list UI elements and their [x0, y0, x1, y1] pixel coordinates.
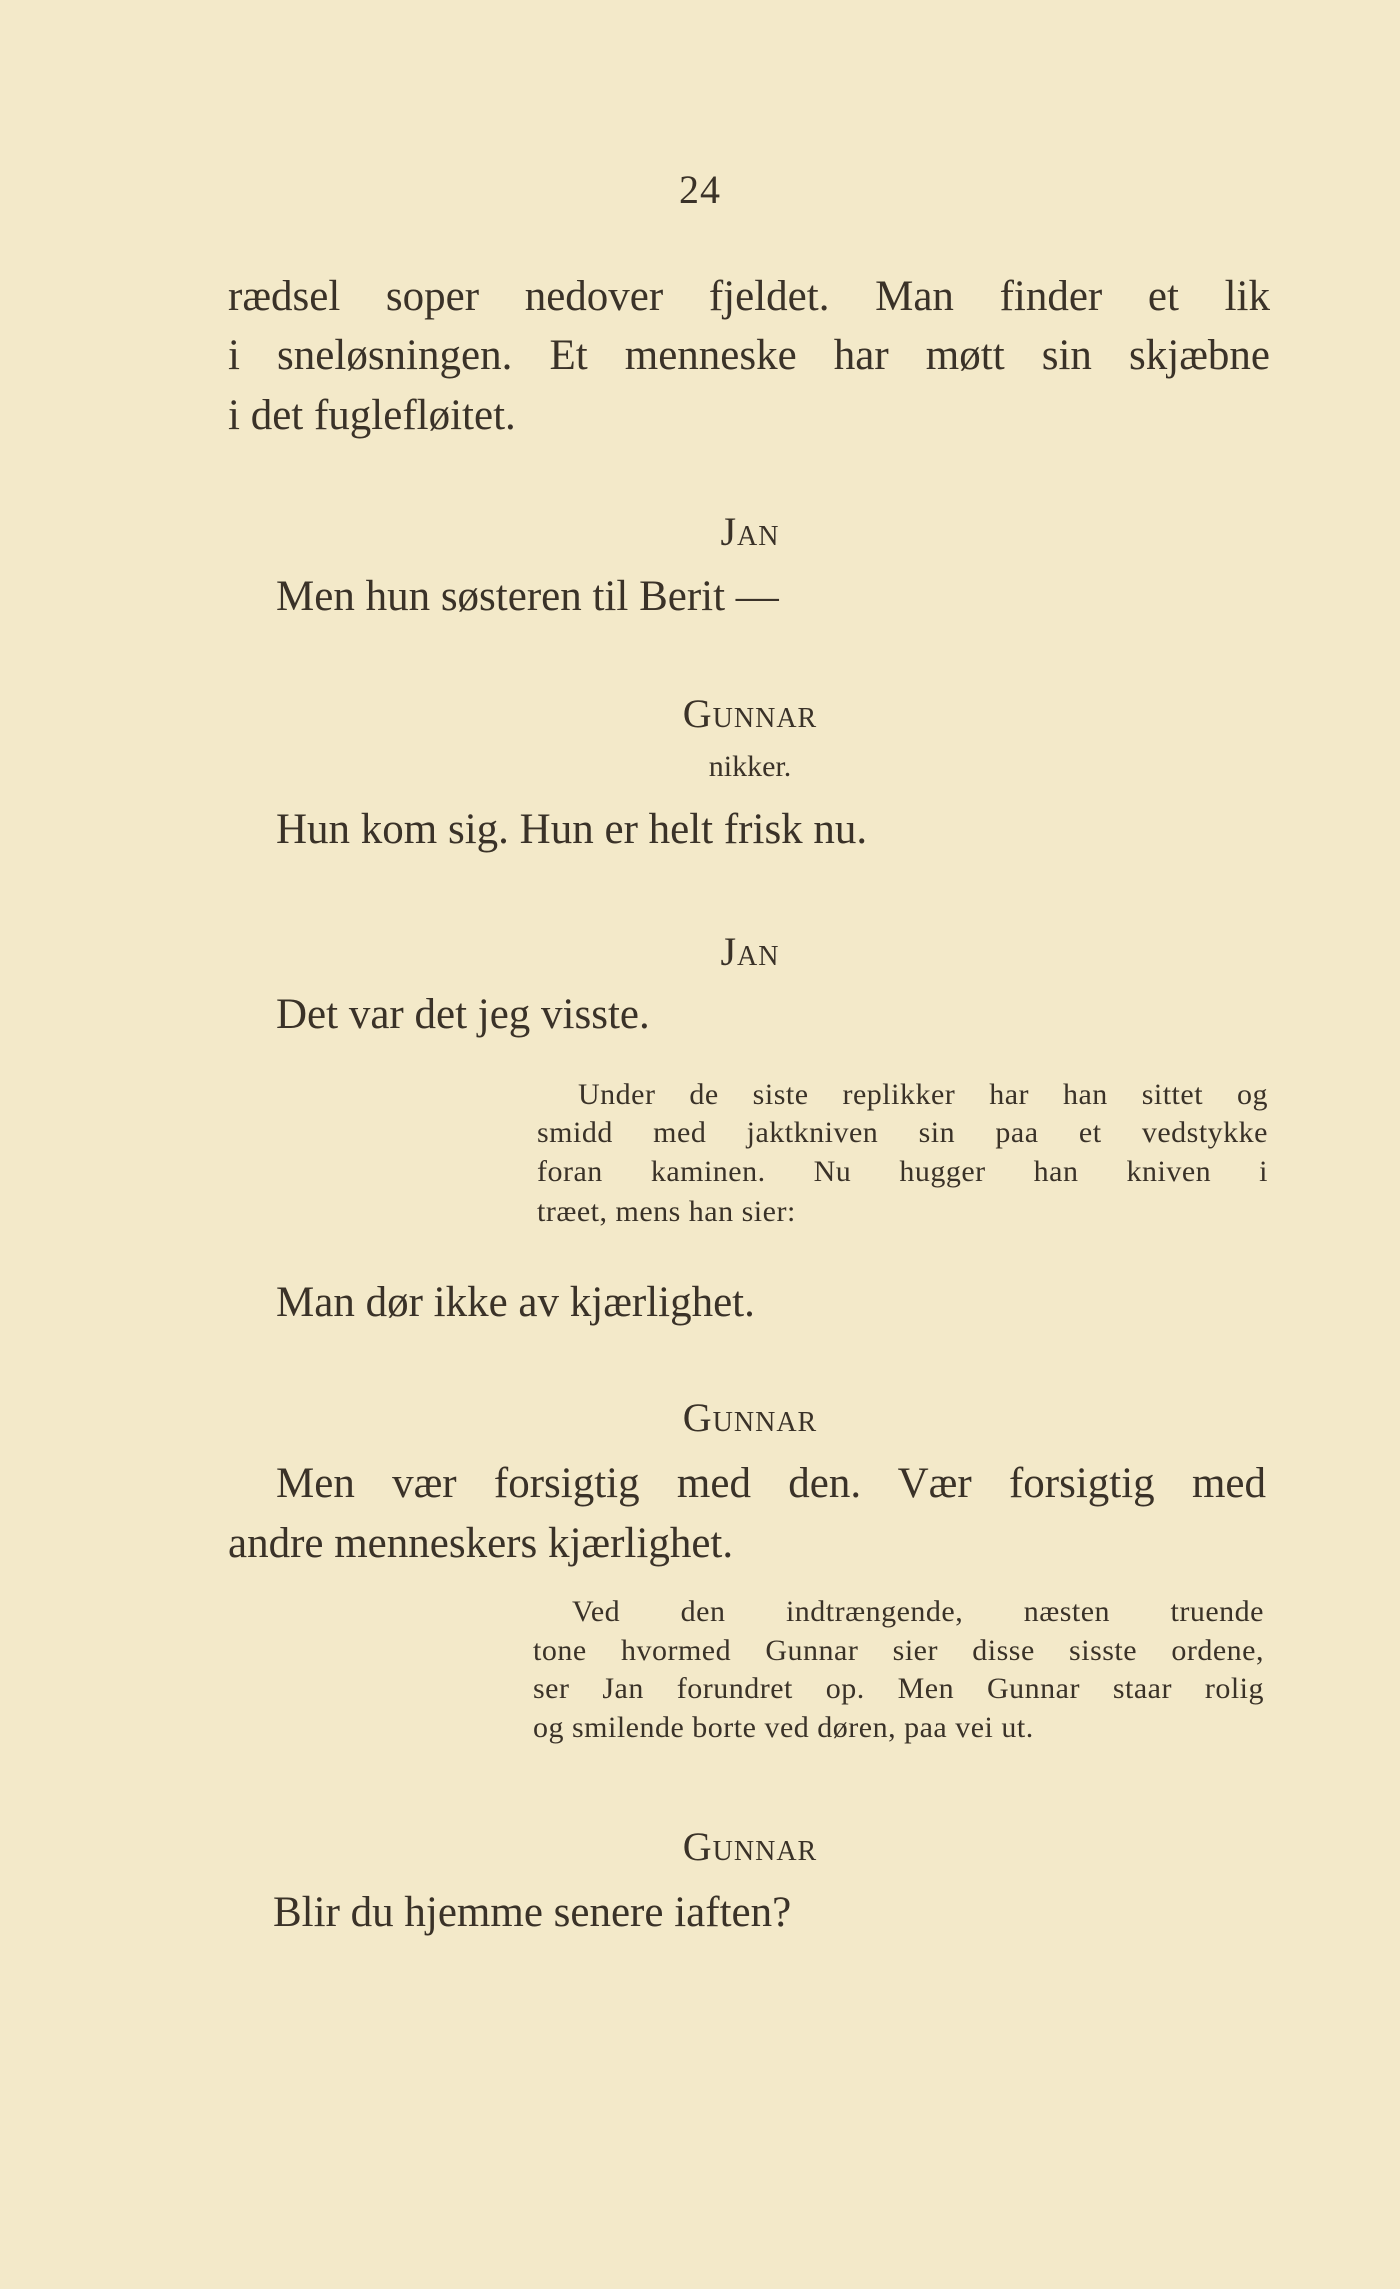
dialogue-line-gunnar-4: Blir du hjemme senere iaften?: [273, 1889, 792, 1936]
stage-direction-2-line-1: Ved den indtrængende, næsten truende: [572, 1595, 1264, 1628]
stage-direction-2-line-3: ser Jan forundret op. Men Gunnar staar rolig: [533, 1672, 1264, 1705]
dialogue-line-gunnar-1: Hun kom sig. Hun er helt frisk nu.: [276, 806, 868, 853]
dialogue-line-gunnar-3: andre menneskers kjærlighet.: [228, 1520, 734, 1567]
speaker-jan-2: Jan: [720, 929, 780, 974]
opening-line-3: i det fuglefløitet.: [228, 392, 516, 439]
stage-direction-1-line-2: smidd med jaktkniven sin paa et vedstykke: [537, 1116, 1268, 1149]
dialogue-line-jan-2: Det var det jeg visste.: [276, 991, 650, 1038]
stage-direction-nikker: nikker.: [708, 750, 792, 783]
speaker-gunnar-3: Gunnar: [682, 1824, 818, 1869]
stage-direction-1-line-4: træet, mens han sier:: [537, 1195, 796, 1228]
opening-line-2: i sneløsningen. Et menneske har møtt sin skjæbne: [228, 332, 1270, 379]
speaker-gunnar-1: Gunnar: [682, 691, 818, 736]
dialogue-line-jan-3: Man dør ikke av kjærlighet.: [276, 1279, 755, 1326]
stage-direction-1-line-3: foran kaminen. Nu hugger han kniven i: [537, 1155, 1268, 1188]
dialogue-line-jan-1: Men hun søsteren til Berit —: [276, 573, 779, 620]
dialogue-line-gunnar-2: Men vær forsigtig med den. Vær forsigtig med: [276, 1460, 1266, 1507]
speaker-gunnar-2: Gunnar: [682, 1395, 818, 1440]
opening-line-1: rædsel soper nedover fjeldet. Man finder et lik: [228, 273, 1270, 320]
stage-direction-1-line-1: Under de siste replikker har han sittet og: [578, 1078, 1268, 1111]
speaker-jan-1: Jan: [720, 509, 780, 554]
stage-direction-2-line-4: og smilende borte ved døren, paa vei ut.: [533, 1711, 1034, 1744]
stage-direction-2-line-2: tone hvormed Gunnar sier disse sisste ordene,: [533, 1634, 1264, 1667]
page-number: 24: [679, 167, 721, 212]
